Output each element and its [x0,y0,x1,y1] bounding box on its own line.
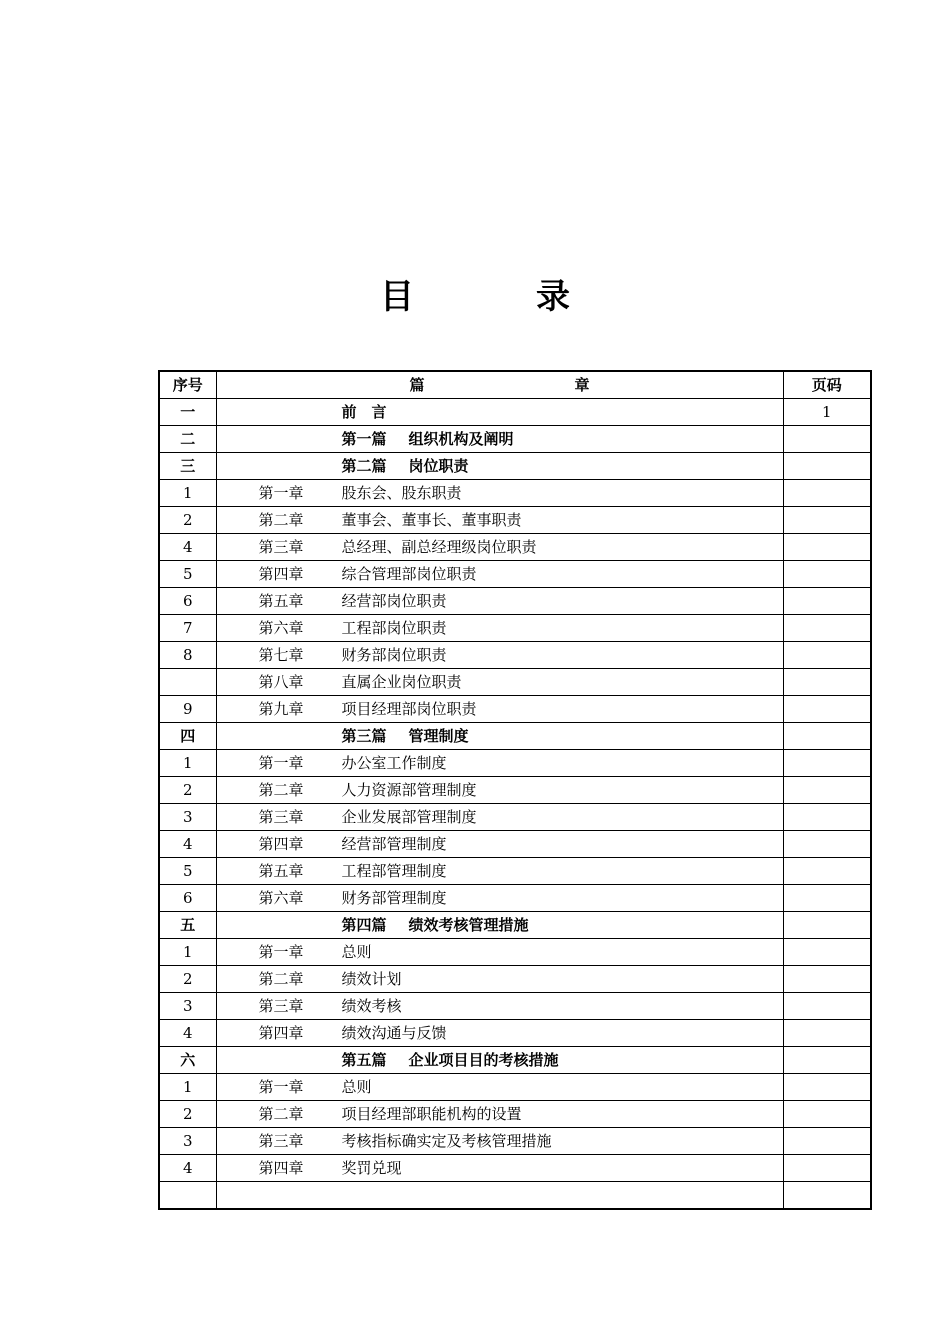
chapter-name: 财务部管理制度 [341,889,447,907]
row-seq: 2 [159,1101,216,1128]
chapter-number: 第四章 [258,565,304,583]
row-seq: 4 [159,1020,216,1047]
row-page [783,912,871,939]
chapter-name: 直属企业岗位职责 [341,673,462,691]
chapter-name: 企业发展部管理制度 [341,808,477,826]
chapter-name: 总则 [341,943,372,961]
row-seq: 1 [159,1074,216,1101]
chapter-number: 第一章 [258,943,304,961]
chapter-name: 工程部管理制度 [341,862,447,880]
row-seq: 6 [159,885,216,912]
chapter-name: 绩效考核 [341,997,402,1015]
toc-row-chapter [159,480,871,507]
row-title [216,1101,783,1128]
chapter-number: 第四章 [258,835,304,853]
row-seq: 二 [159,426,216,453]
part-name: 岗位职责 [408,457,469,475]
row-page [783,1074,871,1101]
row-page [783,615,871,642]
toc-row-chapter [159,615,871,642]
row-title [216,1155,783,1182]
chapter-number: 第四章 [258,1159,304,1177]
row-seq: 6 [159,588,216,615]
chapter-number: 第三章 [258,538,304,556]
toc-row-chapter [159,696,871,723]
row-page [783,426,871,453]
row-seq: 5 [159,561,216,588]
part-name: 企业项目目的考核措施 [408,1051,559,1069]
chapter-number: 第八章 [258,673,304,691]
row-title [216,1020,783,1047]
row-title [216,912,783,939]
row-seq: 2 [159,507,216,534]
toc-row-chapter [159,777,871,804]
row-title [216,534,783,561]
chapter-name: 经营部岗位职责 [341,592,447,610]
chapter-name: 工程部岗位职责 [341,619,447,637]
row-seq: 1 [159,480,216,507]
chapter-number: 第六章 [258,619,304,637]
toc-row-chapter [159,1101,871,1128]
toc-row-chapter [159,642,871,669]
row-title [216,696,783,723]
chapter-number: 第一章 [258,1078,304,1096]
row-seq: 4 [159,831,216,858]
row-page [783,669,871,696]
row-title [216,615,783,642]
row-page [783,1020,871,1047]
part-name: 管理制度 [408,727,469,745]
chapter-name: 股东会、股东职责 [341,484,462,502]
chapter-name: 总则 [341,1078,372,1096]
row-seq: 一 [159,399,216,426]
row-title [216,507,783,534]
toc-row-chapter [159,534,871,561]
part-number: 第二篇 [341,457,387,475]
row-seq: 六 [159,1047,216,1074]
chapter-name: 综合管理部岗位职责 [341,565,477,583]
row-title [216,804,783,831]
row-page [783,1128,871,1155]
row-seq: 1 [159,750,216,777]
chapter-number: 第二章 [258,511,304,529]
row-page [783,480,871,507]
toc-row-preface [159,399,871,426]
row-seq [159,669,216,696]
chapter-number: 第三章 [258,997,304,1015]
row-seq: 9 [159,696,216,723]
chapter-name: 项目经理部职能机构的设置 [341,1105,522,1123]
chapter-number: 第一章 [258,754,304,772]
row-title [216,750,783,777]
row-page [783,966,871,993]
row-seq: 2 [159,966,216,993]
row-seq: 三 [159,453,216,480]
chapter-number: 第四章 [258,1024,304,1042]
row-title [216,453,783,480]
row-seq: 2 [159,777,216,804]
row-title [216,1074,783,1101]
toc-row-part [159,1047,871,1074]
chapter-number: 第七章 [258,646,304,664]
chapter-name: 绩效计划 [341,970,402,988]
row-page [783,1155,871,1182]
chapter-name: 办公室工作制度 [341,754,447,772]
toc-row-chapter [159,750,871,777]
toc-header-row [159,371,871,399]
row-page [783,723,871,750]
row-page [783,561,871,588]
row-seq: 3 [159,804,216,831]
row-seq: 四 [159,723,216,750]
empty-cell [159,1182,216,1210]
chapter-number: 第五章 [258,592,304,610]
row-page [783,588,871,615]
row-seq: 5 [159,858,216,885]
row-page [783,507,871,534]
row-page [783,696,871,723]
part-number: 第五篇 [341,1051,387,1069]
toc-row-part [159,912,871,939]
row-page [783,453,871,480]
toc-table [158,370,872,1210]
row-title [216,642,783,669]
row-seq: 1 [159,939,216,966]
toc-row-part [159,453,871,480]
chapter-name: 财务部岗位职责 [341,646,447,664]
toc-row-chapter [159,939,871,966]
row-seq: 3 [159,993,216,1020]
chapter-name: 项目经理部岗位职责 [341,700,477,718]
row-title [216,480,783,507]
row-title [216,561,783,588]
chapter-name: 董事会、董事长、董事职责 [341,511,522,529]
toc-row-chapter [159,1155,871,1182]
row-title [216,885,783,912]
toc-row-chapter [159,1074,871,1101]
part-name: 组织机构及阐明 [408,430,514,448]
row-title [216,966,783,993]
toc-row-chapter [159,966,871,993]
toc-row-chapter [159,1128,871,1155]
row-title [216,669,783,696]
row-page [783,993,871,1020]
row-page [783,885,871,912]
chapter-number: 第二章 [258,781,304,799]
row-title [216,831,783,858]
empty-cell [783,1182,871,1210]
toc-row-part [159,723,871,750]
row-page [783,939,871,966]
chapter-number: 第三章 [258,808,304,826]
row-title [216,399,783,426]
chapter-number: 第五章 [258,862,304,880]
row-seq: 3 [159,1128,216,1155]
row-page: 1 [783,399,871,426]
toc-row-chapter [159,993,871,1020]
page-title: 目 录 [380,277,614,317]
row-title [216,858,783,885]
row-seq: 4 [159,534,216,561]
header-chapter: 篇 章 [216,371,783,399]
toc-row-chapter [159,561,871,588]
row-seq: 五 [159,912,216,939]
toc-row-chapter [159,669,871,696]
row-page [783,642,871,669]
row-title [216,777,783,804]
toc-row-chapter [159,507,871,534]
row-page [783,777,871,804]
row-page [783,858,871,885]
row-title [216,1128,783,1155]
row-seq: 7 [159,615,216,642]
part-number: 第一篇 [341,430,387,448]
row-page [783,804,871,831]
row-title [216,723,783,750]
row-page [783,534,871,561]
row-seq: 4 [159,1155,216,1182]
chapter-name: 人力资源部管理制度 [341,781,477,799]
row-page [783,750,871,777]
chapter-number: 第九章 [258,700,304,718]
row-page [783,1047,871,1074]
chapter-name: 经营部管理制度 [341,835,447,853]
chapter-number: 第三章 [258,1132,304,1150]
row-page [783,831,871,858]
row-title [216,1047,783,1074]
toc-row-part [159,426,871,453]
row-title [216,993,783,1020]
toc-row-chapter [159,831,871,858]
chapter-name: 奖罚兑现 [341,1159,402,1177]
toc-row-chapter [159,885,871,912]
toc-row-chapter [159,858,871,885]
toc-row-empty [159,1182,871,1210]
chapter-number: 第二章 [258,970,304,988]
chapter-number: 第一章 [258,484,304,502]
part-number: 第三篇 [341,727,387,745]
chapter-name: 考核指标确实定及考核管理措施 [341,1132,552,1150]
header-seq: 序号 [159,371,216,399]
empty-cell [216,1182,783,1210]
chapter-number: 第六章 [258,889,304,907]
row-seq: 8 [159,642,216,669]
header-page: 页码 [783,371,871,399]
chapter-name: 总经理、副总经理级岗位职责 [341,538,537,556]
toc-row-chapter [159,588,871,615]
row-page [783,1101,871,1128]
preface-label: 前 言 [341,403,387,421]
chapter-number: 第二章 [258,1105,304,1123]
part-name: 绩效考核管理措施 [408,916,529,934]
row-title [216,588,783,615]
row-title [216,939,783,966]
part-number: 第四篇 [341,916,387,934]
row-title [216,426,783,453]
toc-row-chapter [159,804,871,831]
toc-row-chapter [159,1020,871,1047]
chapter-name: 绩效沟通与反馈 [341,1024,447,1042]
